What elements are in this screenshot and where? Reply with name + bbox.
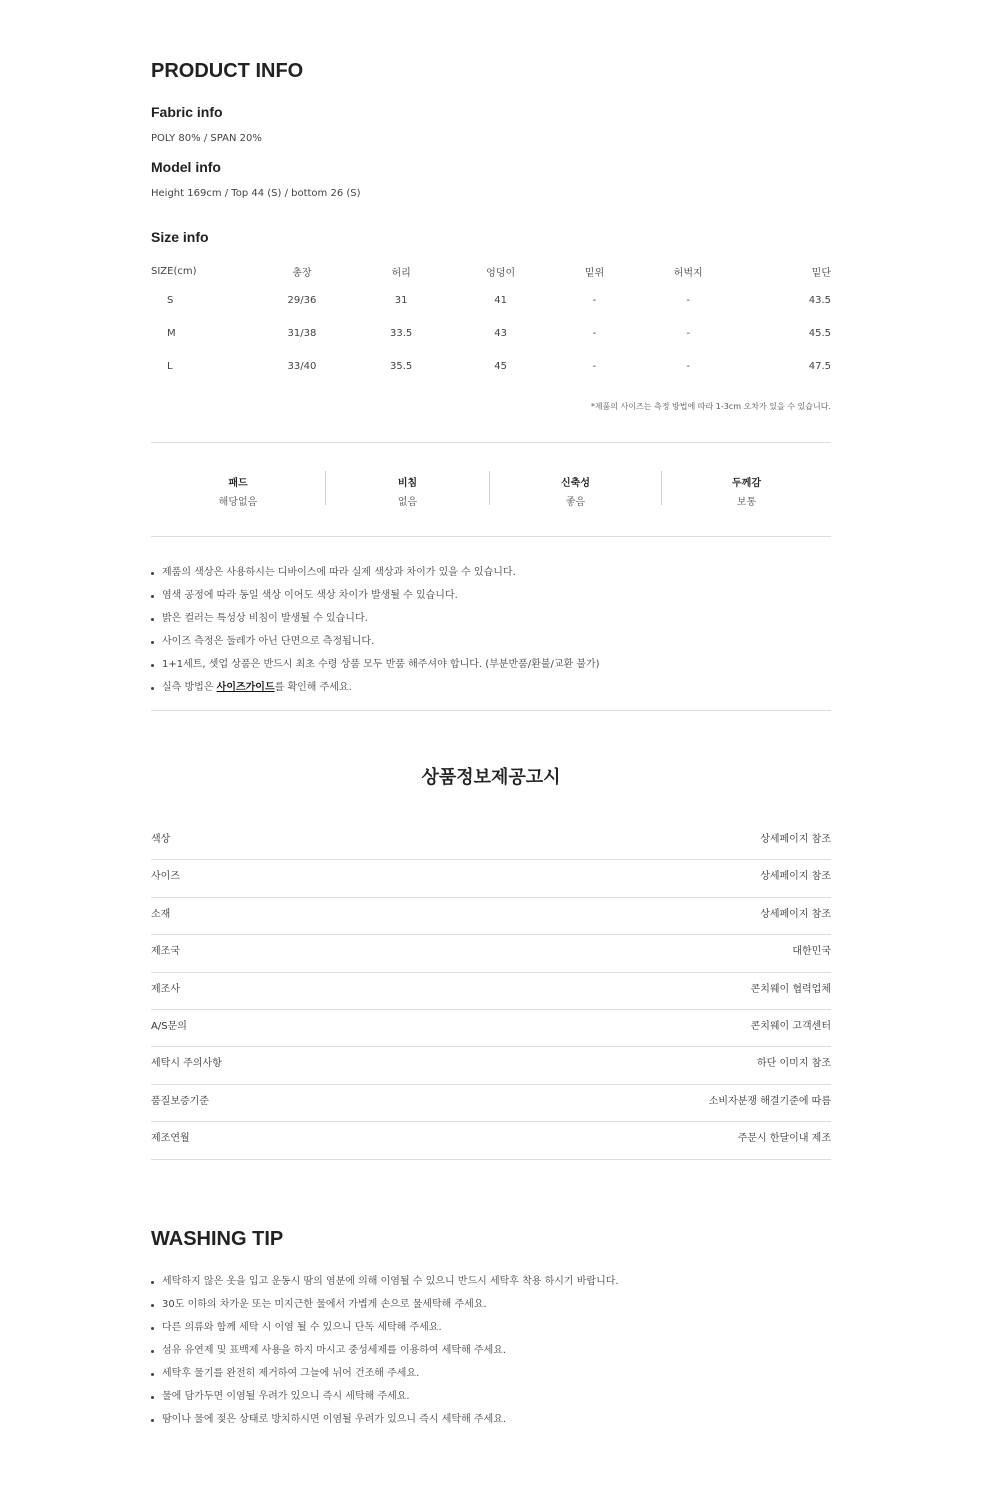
table-row (151, 1122, 831, 1159)
attribute-value: 좋음 (565, 497, 586, 508)
size-table-header: 밑단 (811, 267, 831, 279)
size-cell: 43 (494, 328, 508, 339)
divider (151, 536, 831, 537)
size-cell: 29/36 (287, 295, 317, 306)
notice-value: 주문시 한달이내 제조 (737, 1133, 831, 1145)
attribute-key: 두께감 (732, 478, 761, 489)
fabric-attributes (151, 471, 831, 508)
divider (151, 710, 831, 711)
size-cell: - (592, 361, 597, 372)
notice-value: 상세페이지 참조 (760, 834, 831, 845)
size-table-header: 허벅지 (673, 267, 703, 279)
notice-value: 콘치웨이 고객센터 (750, 1020, 831, 1032)
list-item: 세탁하지 않은 옷을 입고 운동시 땀의 염분에 의해 이염될 수 있으니 반드시 세탁후 착용 하시기 바랍니다. (151, 1276, 831, 1299)
notice-label: 색상 (151, 834, 171, 845)
table-row (151, 973, 831, 1010)
size-guide-link[interactable]: 사이즈가이드 (216, 682, 275, 693)
table-row (151, 350, 831, 383)
size-table-header: 총장 (292, 267, 312, 279)
table-row (151, 860, 831, 897)
notice-label: 제조사 (151, 983, 180, 995)
list-item (151, 682, 831, 705)
notice-label: 품질보증기준 (151, 1095, 209, 1107)
list-item: 제품의 색상은 사용하시는 디바이스에 따라 실제 색상과 차이가 있을 수 있습니다. (151, 567, 831, 590)
size-cell: 31/38 (287, 328, 317, 339)
list-item: 세탁후 물기를 완전히 제거하여 그늘에 뉘어 건조해 주세요. (151, 1368, 831, 1391)
size-table-header: 밑위 (584, 267, 605, 279)
notice-value: 콘치웨이 협력업체 (750, 983, 831, 995)
size-cell: 41 (494, 295, 508, 306)
size-cell: 33/40 (287, 361, 317, 372)
table-row (151, 1010, 831, 1047)
attribute-pad (151, 471, 326, 508)
list-item: 사이즈 측정은 둘레가 아닌 단면으로 측정됩니다. (151, 636, 831, 659)
attribute-key: 패드 (228, 478, 248, 489)
size-table-header: SIZE(cm) (151, 265, 197, 277)
notice-value: 대한민국 (792, 946, 831, 958)
size-cell: 43.5 (808, 295, 831, 306)
list-item: 30도 이하의 차가운 또는 미지근한 물에서 가볍게 손으로 물세탁해 주세요. (151, 1299, 831, 1322)
table-row (151, 317, 831, 350)
list-item: 염색 공정에 따라 동일 색상 이어도 색상 차이가 발생될 수 있습니다. (151, 590, 831, 613)
attribute-stretch (490, 471, 662, 508)
size-info-heading: Size info (151, 229, 209, 245)
size-table-header-row (151, 258, 831, 284)
size-cell: 45.5 (808, 328, 831, 339)
size-cell: 35.5 (390, 361, 413, 372)
list-item: 섬유 유연제 및 표백제 사용을 하지 마시고 중성세제를 이용하여 세탁해 주세요. (151, 1345, 831, 1368)
attribute-value: 없음 (397, 497, 418, 508)
notice-label: 제조연월 (151, 1133, 190, 1145)
size-table-header: 엉덩이 (486, 267, 516, 279)
table-row (151, 284, 831, 317)
table-row (151, 898, 831, 935)
notice-value: 소비자분쟁 해결기준에 따름 (708, 1095, 831, 1107)
attribute-value: 해당없음 (218, 497, 258, 508)
size-guide-suffix: 를 확인해 주세요. (274, 682, 352, 693)
notice-label: 사이즈 (151, 871, 180, 883)
product-notice-list (151, 567, 831, 705)
size-cell: - (686, 328, 691, 339)
size-table (151, 258, 831, 383)
size-cell: - (592, 328, 597, 339)
list-item: 땀이나 물에 젖은 상태로 방치하시면 이염될 우려가 있으니 즉시 세탁해 주세요. (151, 1414, 831, 1437)
notice-value: 상세페이지 참조 (760, 908, 831, 920)
fabric-info-text: POLY 80% / SPAN 20% (151, 133, 262, 144)
notice-label: 소재 (151, 908, 171, 920)
product-info-notice-table (151, 823, 831, 1160)
size-cell: 47.5 (808, 361, 831, 372)
notice-label: 세탁시 주의사항 (151, 1058, 222, 1070)
model-info-heading: Model info (151, 159, 221, 175)
product-info-notice-title: 상품정보제공고시 (421, 767, 561, 788)
fabric-info-heading: Fabric info (151, 104, 223, 120)
table-row (151, 935, 831, 972)
size-cell: 31 (394, 295, 408, 306)
notice-label: A/S문의 (151, 1020, 187, 1032)
list-item: 밝은 컬러는 특성상 비침이 발생될 수 있습니다. (151, 613, 831, 636)
list-item: 물에 담가두면 이염될 우려가 있으니 즉시 세탁해 주세요. (151, 1391, 831, 1414)
size-cell: S (167, 295, 174, 306)
model-info-text: Height 169cm / Top 44 (S) / bottom 26 (S) (151, 188, 361, 199)
attribute-key: 비침 (397, 478, 418, 489)
list-item: 다른 의류와 함께 세탁 시 이염 될 수 있으니 단독 세탁해 주세요. (151, 1322, 831, 1345)
product-info-title: PRODUCT INFO (151, 60, 304, 82)
size-table-header: 허리 (391, 267, 411, 279)
size-measurement-note: *제품의 사이즈는 측정 방법에 따라 1-3cm 오차가 있을 수 있습니다. (590, 402, 831, 411)
attribute-value: 보통 (736, 497, 757, 508)
table-row (151, 1047, 831, 1084)
list-item: 1+1세트, 셋업 상품은 반드시 최초 수령 상품 모두 반품 해주셔야 합니다. (부분반품/환불/교환 불가) (151, 659, 831, 682)
table-row (151, 1085, 831, 1122)
size-cell: 45 (494, 361, 508, 372)
size-cell: - (592, 295, 597, 306)
attribute-key: 신축성 (561, 478, 590, 489)
size-cell: M (167, 328, 176, 339)
attribute-sheer (326, 471, 490, 508)
washing-tip-title: WASHING TIP (151, 1228, 284, 1250)
attribute-thickness (662, 471, 831, 508)
size-cell: L (167, 361, 173, 372)
notice-value: 상세페이지 참조 (760, 871, 831, 883)
size-cell: - (686, 361, 691, 372)
table-row (151, 823, 831, 860)
notice-label: 제조국 (151, 946, 180, 958)
size-cell: - (686, 295, 691, 306)
size-guide-prefix: 실측 방법은 (162, 682, 217, 693)
size-cell: 33.5 (390, 328, 413, 339)
notice-value: 하단 이미지 참조 (757, 1058, 831, 1070)
divider (151, 442, 831, 443)
washing-tip-list (151, 1276, 831, 1437)
